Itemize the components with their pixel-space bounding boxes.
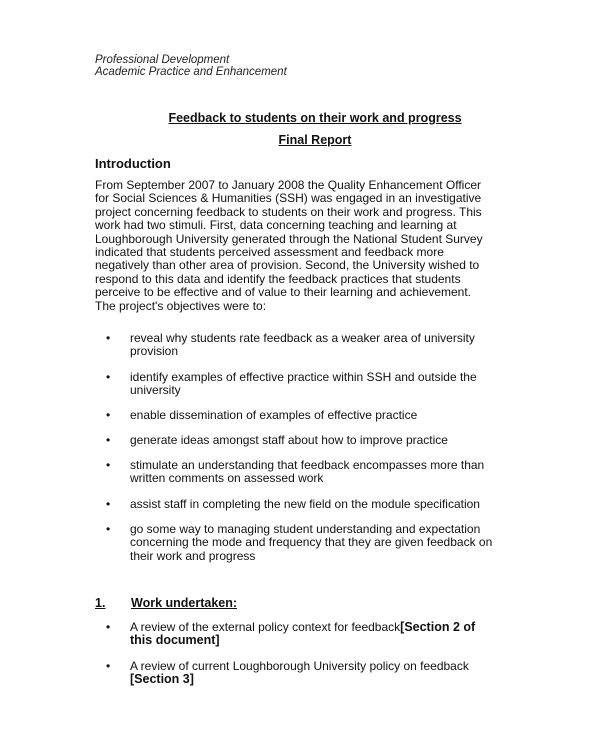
section-reference: [Section 3]: [130, 672, 194, 687]
list-item-line: [130, 621, 475, 634]
list-item-text: A review of the external policy context for feedback: [130, 620, 401, 634]
bullet-icon: •: [106, 620, 111, 634]
introduction-paragraph: [95, 179, 535, 313]
list-item-line: reveal why students rate feedback as a weaker area of university: [130, 331, 475, 345]
bullet-icon: •: [106, 458, 111, 472]
paragraph-line: Loughborough University generated through the National Student Survey: [95, 231, 483, 246]
list-item-line: university: [130, 383, 181, 398]
list-item-line: assist staff in completing the new field on the module specification: [130, 497, 480, 511]
list-item-line: generate ideas amongst staff about how to improve practice: [130, 433, 448, 447]
header-unit: Academic Practice and Enhancement: [95, 66, 287, 78]
section-reference: this document]: [130, 633, 220, 648]
section-number: 1.: [95, 596, 106, 610]
list-item-line: concerning the mode and frequency that they are given feedback on: [130, 535, 493, 550]
paragraph-line: indicated that students perceived assessment and feedback more: [95, 245, 444, 260]
paragraph-line: work had two stimuli. First, data concerning teaching and learning at: [95, 218, 457, 233]
list-item-line: their work and progress: [130, 548, 256, 563]
paragraph-line: respond to this data and identify the feedback practices that students: [95, 271, 461, 286]
bullet-icon: •: [106, 433, 111, 447]
header-department: Professional Development: [95, 54, 230, 66]
paragraph-line: project concerning feedback to students on their work and progress. This: [95, 204, 482, 219]
section-heading: Work undertaken:: [131, 596, 238, 610]
introduction-heading: Introduction: [95, 156, 171, 171]
document-title: Feedback to students on their work and progress: [168, 111, 462, 125]
paragraph-line: The project's objectives were to:: [95, 298, 267, 313]
list-item-line: written comments on assessed work: [130, 471, 324, 486]
document-subtitle: Final Report: [278, 133, 352, 147]
list-item-line: provision: [130, 344, 179, 359]
paragraph-line: for Social Sciences & Humanities (SSH) was engaged in an investigative: [95, 191, 482, 206]
bullet-icon: •: [106, 522, 111, 536]
bullet-icon: •: [106, 331, 111, 345]
list-item-line: go some way to managing student understanding and expectation: [130, 522, 481, 536]
list-item-line: A review of current Loughborough University policy on feedback: [130, 659, 469, 673]
paragraph-line: From September 2007 to January 2008 the Quality Enhancement Officer: [95, 178, 481, 192]
paragraph-line: perceive to be effective and of value to their learning and achievement.: [95, 285, 472, 300]
bullet-icon: •: [106, 408, 111, 422]
list-item-line: identify examples of effective practice within SSH and outside the: [130, 370, 477, 384]
paragraph-line: negatively than other area of provision. Second, the University wished to: [95, 258, 480, 273]
section-reference: [Section 2 of: [400, 620, 476, 634]
list-item-line: enable dissemination of examples of effective practice: [130, 408, 418, 422]
bullet-icon: •: [106, 370, 111, 384]
bullet-icon: •: [106, 497, 111, 511]
bullet-icon: •: [106, 659, 111, 673]
list-item-line: stimulate an understanding that feedback encompasses more than: [130, 458, 485, 472]
